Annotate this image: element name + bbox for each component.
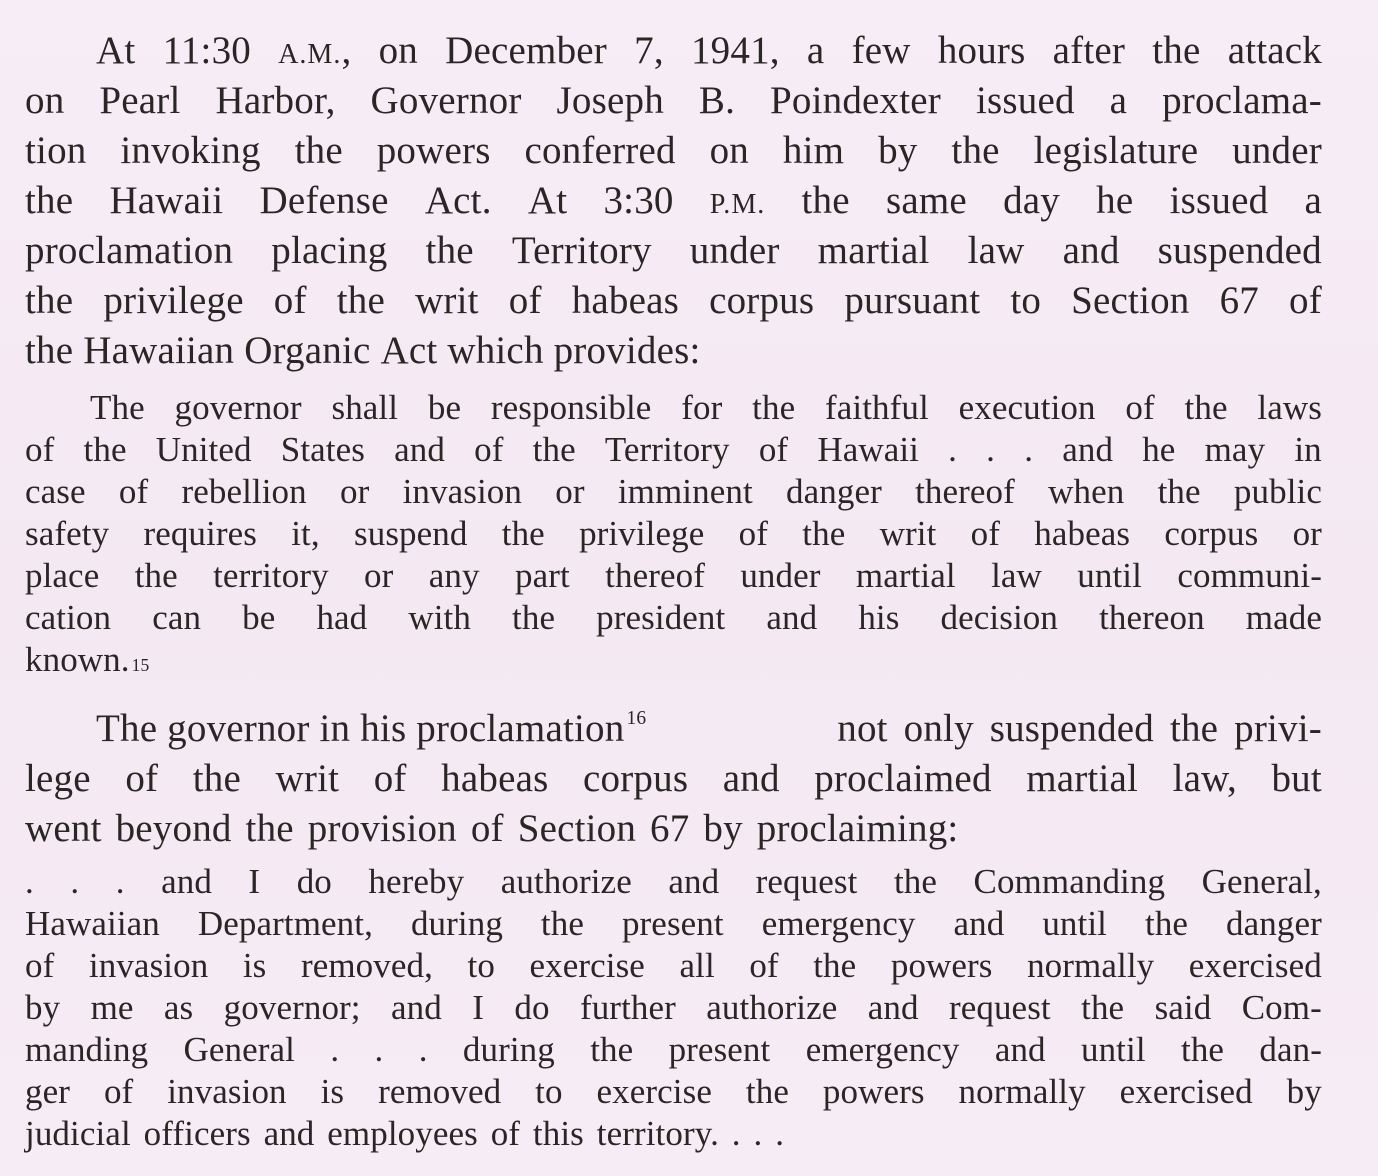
word: Pearl: [99, 79, 181, 122]
word: but: [1271, 757, 1322, 800]
word: request: [948, 988, 1051, 1027]
word: Defense: [259, 179, 389, 222]
word: of: [474, 430, 504, 469]
quote-2-line: [25, 946, 1322, 986]
word: requires: [143, 514, 257, 553]
word: may: [1204, 430, 1266, 469]
word: .: [986, 430, 996, 469]
word: Department,: [197, 904, 373, 943]
word: the: [1184, 388, 1228, 427]
word: Hawaiian: [25, 904, 160, 943]
word: by: [1286, 1072, 1322, 1111]
word: and: [1062, 430, 1114, 469]
quote-2-line: [25, 904, 1322, 944]
word: on: [709, 129, 749, 172]
word: 1941,: [690, 29, 780, 72]
word: General: [183, 1030, 295, 1069]
word: the: [893, 862, 938, 901]
word: manding: [25, 1030, 149, 1069]
word: be: [427, 388, 462, 427]
word: the: [25, 329, 74, 372]
word: habeas: [571, 279, 680, 322]
word: which: [447, 329, 544, 372]
word: and: [1062, 229, 1120, 272]
word: At: [96, 29, 136, 72]
word: made: [1245, 598, 1322, 637]
word: in: [1294, 430, 1322, 469]
quote-1-line: [25, 598, 1322, 638]
word: Poindexter: [770, 79, 941, 122]
quote-2-line: [25, 1030, 1322, 1070]
word: decision: [940, 598, 1058, 637]
word: of: [103, 1072, 134, 1111]
paragraph-1-line: [25, 328, 701, 373]
word: and: [394, 430, 445, 469]
word: during: [410, 904, 503, 943]
word: of: [490, 1114, 521, 1153]
word: and: [867, 988, 919, 1027]
word: proclama-: [1162, 79, 1322, 122]
word: suspended: [1157, 229, 1322, 272]
word: and: [766, 598, 818, 637]
word: 7,: [634, 29, 664, 72]
word: of: [738, 514, 769, 553]
word: the: [752, 388, 796, 427]
word: exercise: [529, 946, 645, 985]
quote-1-line: [25, 430, 1322, 470]
word: the: [294, 129, 343, 172]
word: shall: [331, 388, 399, 427]
word: .: [775, 1114, 785, 1153]
word: corpus: [709, 279, 815, 322]
word: invasion: [167, 1072, 287, 1111]
word: 11:30: [162, 29, 251, 72]
word: any: [428, 556, 480, 595]
paragraph-1-line: [25, 78, 1322, 123]
word: by: [25, 988, 61, 1027]
word: officers: [143, 1114, 251, 1153]
word: Commanding: [973, 862, 1166, 901]
word: Hawaii: [109, 179, 224, 222]
word: provision: [307, 807, 457, 850]
word: further: [579, 988, 676, 1027]
word: General,: [1201, 862, 1322, 901]
word: exercised: [1188, 946, 1322, 985]
quote-2-line: [25, 988, 1322, 1028]
word: emergency: [761, 904, 916, 943]
word: territory: [213, 556, 329, 595]
word: .: [330, 1030, 340, 1069]
word: by: [703, 807, 743, 850]
word: law: [967, 229, 1025, 272]
word: thereof: [605, 556, 705, 595]
word: the: [1181, 1030, 1225, 1069]
word: the: [1152, 29, 1201, 72]
word: .: [1024, 430, 1034, 469]
word: proclamation: [25, 229, 234, 272]
word: under: [689, 229, 780, 272]
word: law,: [1172, 757, 1237, 800]
word: writ: [415, 279, 479, 322]
quote-1-line: [25, 472, 1322, 512]
word: 3:30: [603, 179, 674, 222]
word: placing: [271, 229, 388, 272]
word: public: [1233, 472, 1322, 511]
word: emergency: [805, 1030, 960, 1069]
word: .: [70, 862, 80, 901]
word: privilege: [103, 279, 244, 322]
word: few: [851, 29, 911, 72]
word: he: [1096, 179, 1134, 222]
word: conferred: [524, 129, 676, 172]
word: the: [83, 430, 127, 469]
word: governor;: [223, 988, 361, 1027]
word: laws: [1257, 388, 1322, 427]
word: privilege: [579, 514, 705, 553]
word: thereof: [915, 472, 1015, 511]
word: request: [755, 862, 858, 901]
word: of: [758, 430, 789, 469]
word: The: [90, 388, 145, 427]
quote-1-line: [25, 556, 1322, 596]
word: is: [320, 1072, 345, 1111]
word: Governor: [370, 79, 522, 122]
word: on: [378, 29, 418, 72]
word: of: [970, 514, 1001, 553]
word: with: [408, 598, 471, 637]
word: States: [280, 430, 365, 469]
paragraph-1-line: [96, 28, 1322, 73]
paragraph-2-before: The governor in his proclamation: [96, 707, 625, 750]
word: responsible: [490, 388, 652, 427]
word: can: [152, 598, 202, 637]
word: .: [374, 1030, 384, 1069]
word: the: [951, 129, 1000, 172]
word: the: [134, 556, 178, 595]
word: P.M.: [709, 189, 766, 220]
word: a: [806, 29, 825, 72]
word: day: [1003, 179, 1060, 222]
word: provides:: [553, 329, 701, 372]
word: same: [885, 179, 967, 222]
word: martial: [817, 229, 930, 272]
word: of: [373, 757, 407, 800]
word: normally: [1027, 946, 1155, 985]
word: exercised: [1119, 1072, 1253, 1111]
word: this: [532, 1114, 584, 1153]
word: .: [948, 430, 958, 469]
word: cation: [25, 598, 112, 637]
paragraph-1-line: [25, 128, 1322, 173]
word: during: [462, 1030, 555, 1069]
word: danger: [786, 472, 882, 511]
word: law: [991, 556, 1042, 595]
word: by: [878, 129, 918, 172]
word: powers: [376, 129, 491, 172]
quote-1-line: [25, 514, 1322, 554]
word: .: [753, 1114, 763, 1153]
word: present: [621, 904, 724, 943]
word: the: [590, 1030, 634, 1069]
word: removed: [378, 1072, 502, 1111]
word: or: [555, 472, 585, 511]
word: or: [364, 556, 394, 595]
word: for: [681, 388, 723, 427]
word: went: [25, 807, 102, 850]
quote-2-line: [25, 1072, 1322, 1112]
word: .: [418, 1030, 428, 1069]
word: or: [340, 472, 370, 511]
word: Act.: [424, 179, 492, 222]
word: United: [155, 430, 252, 469]
word: beyond: [115, 807, 232, 850]
word: Section: [517, 807, 637, 850]
word: authorize: [706, 988, 838, 1027]
word: the: [1145, 904, 1189, 943]
word: powers: [822, 1072, 925, 1111]
word: had: [316, 598, 368, 637]
paragraph-2-line: [25, 806, 958, 851]
word: of: [749, 946, 779, 985]
word: it,: [291, 514, 320, 553]
word: the: [532, 430, 576, 469]
word: attack: [1227, 29, 1322, 72]
word: of: [118, 472, 149, 511]
word: Section: [1071, 279, 1190, 322]
word: invasion: [402, 472, 522, 511]
word: governor: [174, 388, 302, 427]
word: said: [1154, 988, 1212, 1027]
word: when: [1048, 472, 1125, 511]
quote-1-last-line: known. 15: [25, 640, 150, 679]
word: corpus: [1164, 514, 1259, 553]
word: pursuant: [844, 279, 981, 322]
word: the: [540, 904, 584, 943]
word: B.: [698, 79, 736, 122]
word: hereby: [368, 862, 465, 901]
word: as: [163, 988, 194, 1027]
word: 67: [650, 807, 690, 850]
word: proclaiming:: [756, 807, 959, 850]
word: I: [248, 862, 261, 901]
word: invasion: [88, 946, 209, 985]
word: invoking: [120, 129, 261, 172]
word: habeas: [1034, 514, 1131, 553]
word: proclaimed: [814, 757, 992, 800]
word: the: [801, 179, 850, 222]
word: me: [90, 988, 134, 1027]
quote-1-line: [90, 388, 1322, 428]
word: habeas: [441, 757, 549, 800]
footnote-16: 16: [626, 708, 647, 730]
word: to: [535, 1072, 563, 1111]
word: until: [1077, 556, 1142, 595]
word: the: [512, 598, 556, 637]
word: the: [813, 946, 857, 985]
word: Com-: [1241, 988, 1322, 1027]
word: be: [242, 598, 276, 637]
word: dan-: [1259, 1030, 1322, 1069]
word: A.M.,: [278, 29, 352, 72]
paragraph-2-text-before-footnote: [96, 706, 646, 751]
word: tion: [25, 129, 87, 172]
word: the: [501, 514, 545, 553]
word: under: [1232, 129, 1322, 172]
word: Territory: [604, 430, 730, 469]
word: the: [245, 807, 294, 850]
word: Hawaiian: [83, 329, 235, 372]
word: of: [470, 807, 504, 850]
paragraph-1-line: [25, 228, 1322, 273]
word: until: [1080, 1030, 1146, 1069]
word: and: [263, 1114, 315, 1153]
word: .: [25, 862, 34, 901]
word: the: [1157, 472, 1201, 511]
word: imminent: [617, 472, 753, 511]
word: .: [115, 862, 125, 901]
word: case: [25, 472, 86, 511]
word: of: [1125, 388, 1155, 427]
word: present: [668, 1030, 771, 1069]
word: part: [514, 556, 570, 595]
word: and: [953, 904, 1005, 943]
word: authorize: [500, 862, 632, 901]
word: of: [125, 757, 159, 800]
word: of: [508, 279, 542, 322]
word: a: [1304, 179, 1322, 222]
word: and: [668, 862, 720, 901]
word: I: [472, 988, 484, 1027]
word: safety: [25, 514, 110, 553]
word: all: [679, 946, 715, 985]
word: hours: [937, 29, 1026, 72]
word: territory.: [596, 1114, 719, 1153]
word: or: [1292, 514, 1322, 553]
paragraph-1-line: [25, 178, 1322, 223]
word: thereon: [1099, 598, 1205, 637]
word: and: [994, 1030, 1046, 1069]
word: suspend: [354, 514, 468, 553]
word: martial: [855, 556, 956, 595]
word: employees: [327, 1114, 478, 1153]
word: normally: [958, 1072, 1086, 1111]
word: is: [242, 946, 267, 985]
word: removed,: [300, 946, 433, 985]
quote-1-last-text: known.: [25, 640, 130, 679]
word: powers: [890, 946, 993, 985]
word: to: [1010, 279, 1042, 322]
quote-2-line: [25, 862, 1322, 902]
word: Joseph: [556, 79, 664, 122]
paragraph-2-line: [25, 756, 1322, 801]
word: Act: [380, 329, 438, 372]
word: of: [25, 430, 55, 469]
word: At: [527, 179, 568, 222]
word: on: [25, 79, 65, 122]
word: do: [514, 988, 550, 1027]
word: writ: [275, 757, 340, 800]
word: faithful: [825, 388, 929, 427]
word: the: [1081, 988, 1125, 1027]
word: the: [802, 514, 846, 553]
paragraph-2-first-line: [96, 706, 1322, 751]
word: the: [425, 229, 474, 272]
word: place: [25, 556, 100, 595]
word: communi-: [1177, 556, 1322, 595]
word: .: [731, 1114, 741, 1153]
word: him: [782, 129, 845, 172]
word: the: [745, 1072, 789, 1111]
word: the: [336, 279, 385, 322]
word: a: [1109, 79, 1128, 122]
word: legislature: [1033, 129, 1199, 172]
word: ger: [25, 1072, 70, 1111]
word: writ: [879, 514, 937, 553]
word: judicial: [25, 1114, 131, 1153]
word: and: [391, 988, 442, 1027]
word: Hawaii: [817, 430, 919, 469]
word: rebellion: [181, 472, 307, 511]
word: he: [1142, 430, 1176, 469]
paragraph-1-line: [25, 278, 1322, 323]
word: lege: [25, 757, 91, 800]
word: of: [25, 946, 55, 985]
word: Organic: [244, 329, 371, 372]
word: until: [1042, 904, 1108, 943]
word: martial: [1026, 757, 1139, 800]
word: to: [467, 946, 495, 985]
word: and: [161, 862, 212, 901]
word: issued: [1169, 179, 1269, 222]
word: do: [296, 862, 332, 901]
word: execution: [958, 388, 1096, 427]
word: under: [740, 556, 821, 595]
word: issued: [975, 79, 1075, 122]
word: after: [1052, 29, 1126, 72]
word: president: [596, 598, 726, 637]
quote-2-line: [25, 1114, 784, 1154]
word: danger: [1226, 904, 1322, 943]
word: and: [722, 757, 780, 800]
word: exercise: [596, 1072, 712, 1111]
paragraph-2-text-after-footnote: not only suspended the privi-: [837, 707, 1322, 750]
word: of: [273, 279, 307, 322]
word: the: [192, 757, 241, 800]
word: corpus: [583, 757, 689, 800]
word: Territory: [511, 229, 652, 272]
word: his: [858, 598, 900, 637]
word: Harbor,: [215, 79, 336, 122]
word: of: [1289, 279, 1322, 322]
word: the: [25, 179, 74, 222]
word: the: [25, 279, 74, 322]
word: 67: [1219, 279, 1259, 322]
word: December: [445, 29, 607, 72]
